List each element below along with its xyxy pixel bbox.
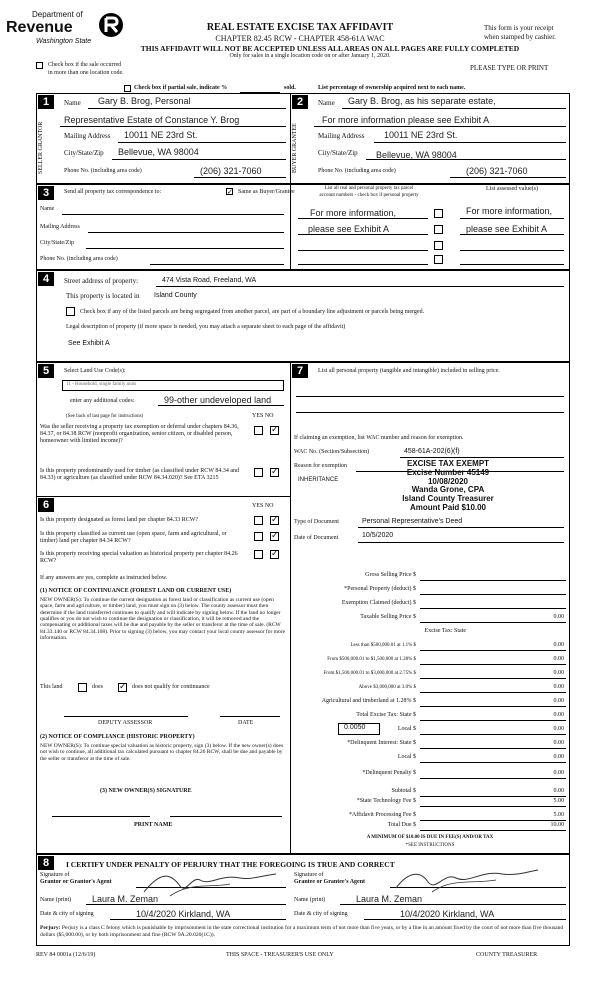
tax-row-field[interactable]: [420, 820, 566, 821]
tax-row-field[interactable]: [420, 692, 566, 693]
seller-phone-rule: [194, 177, 286, 178]
reason-label: Reason for exemption: [294, 463, 347, 469]
tax-row-field[interactable]: [420, 622, 566, 623]
personal-property-label: List all personal property (tangible and intangible) included in selling price.: [318, 368, 500, 374]
tax-row-field[interactable]: [420, 608, 566, 609]
buyer-side-label: BUYER GRANTEE: [292, 123, 298, 173]
street-value[interactable]: 474 Vista Road, Freeland, WA: [162, 277, 257, 284]
tax-row-label: Local $: [397, 726, 416, 732]
print-name-label: PRINT NAME: [134, 822, 173, 828]
street-label: Street address of property:: [64, 277, 139, 285]
s5-q2-no[interactable]: ✓: [271, 467, 279, 477]
tax-row-label: From $1,500,000.01 to $3,000,000 at 2.75% $: [323, 671, 416, 676]
tax-row-label: Above $3,000,000 at 3.0% $: [358, 685, 416, 690]
seller-mailing-rule: [118, 142, 286, 143]
this-land-label: This land: [40, 684, 63, 690]
s6-q3-no[interactable]: ✓: [271, 549, 279, 559]
seller-city[interactable]: Bellevue, WA 98004: [118, 147, 199, 157]
s5-q2-yes[interactable]: [254, 468, 263, 477]
tax-row-field[interactable]: [420, 706, 566, 707]
doc-type-label: Type of Document: [294, 519, 339, 525]
grantee-sig-label-1: Signature of: [294, 872, 324, 878]
perjury-text: Perjury is a class C felony which is punishable by imprisonment in the state correctional institution for a maximum term of not more than five years, or by a fine in an amount fixed by the court of not more than five thousand dollars ($5,000.00), or by both imprisonment and fine (RCW 9A.20.020(1C)).: [40, 925, 564, 939]
s5-yes-no: YES NO: [252, 413, 274, 419]
parcel-line-4: [298, 264, 428, 265]
section-5-number: 5: [38, 364, 54, 378]
buyer-name-label: Name: [318, 99, 335, 107]
tax-row-value: 0.00: [553, 740, 564, 746]
grantee-name[interactable]: Laura M. Zeman: [356, 894, 423, 904]
minimum-note: A MINIMUM OF $10.00 IS DUE IN FEE(S) AND/OR TAX: [366, 835, 494, 840]
grantee-date-label: Date & city of signing: [294, 911, 348, 917]
s6-q1-no[interactable]: ✓: [271, 515, 279, 525]
divider: [290, 184, 291, 270]
seller-side-label: SELLER GRANTOR: [38, 121, 44, 175]
s5-q1-no[interactable]: ✓: [271, 425, 279, 435]
receipt-note-2: when stamped by cashier.: [484, 33, 556, 41]
assessed-line-1: [460, 218, 564, 219]
parcel-header-1: List all real and personal property tax parcel: [324, 186, 414, 191]
doc-date-value[interactable]: 10/5/2020: [362, 532, 394, 539]
buyer-mailing[interactable]: 10011 NE 23rd St.: [384, 130, 458, 140]
buyer-city-rule: [366, 159, 566, 160]
tax-row-label: Local $: [397, 754, 416, 760]
seller-name-line2[interactable]: Representative Estate of Constance Y. Brog: [64, 115, 240, 125]
tax-row-field[interactable]: [420, 734, 566, 735]
tax-row-label: Gross Selling Price $: [365, 572, 416, 578]
tax-row-field[interactable]: [420, 830, 566, 831]
sales-note: Only for sales in a single location code on or after January 1, 2020.: [229, 53, 391, 59]
tax-row-field[interactable]: [420, 748, 566, 749]
s6-q2-yes[interactable]: [254, 532, 263, 541]
parcel-header-2: account numbers - check box if personal property: [319, 193, 419, 198]
divider: [290, 93, 291, 184]
tax-row-value: 0.00: [553, 788, 564, 794]
tax-row-label: Excise Tax: State: [424, 628, 466, 634]
tax-row-label: Total Excise Tax: State $: [356, 712, 416, 718]
buyer-name-line2-rule: [314, 126, 566, 127]
additional-codes-label: enter any additional codes:: [70, 398, 135, 404]
tax-row-value: 5.00: [553, 798, 564, 804]
doc-date-rule: [358, 542, 564, 543]
tax-row-value: 0.00: [553, 684, 564, 690]
section-8-number: 8: [38, 856, 54, 870]
local-rate-value: 0.0050: [344, 724, 366, 731]
agency-top: Department of: [32, 10, 83, 19]
tax-row-field[interactable]: [420, 678, 566, 679]
treasurer-stamp: [388, 460, 508, 513]
perjury-label: Perjury:: [40, 925, 61, 931]
partial-sale-checkbox[interactable]: [124, 85, 131, 92]
receipt-note-1: This form is your receipt: [484, 24, 554, 32]
tax-row-field[interactable]: [420, 796, 566, 797]
see-back: (See back of last page for instructions): [66, 414, 144, 419]
parcel-2[interactable]: please see Exhibit A: [308, 224, 390, 234]
segregate-label: Check box if any of the listed parcels are being segregated from another parcel, are part of a boundary line adjustment or parcels being merged.: [80, 309, 425, 315]
stamp-line-3: 10/08/2020: [427, 476, 469, 486]
land-use-label: Select Land Use Code(s):: [64, 368, 126, 374]
buyer-city[interactable]: Bellevue, WA 98004: [376, 150, 457, 160]
tax-row-value: 0.00: [553, 712, 564, 718]
seller-phone[interactable]: (206) 321-7060: [200, 166, 262, 176]
wac-value[interactable]: 458-61A-202(6)(f): [404, 448, 460, 455]
stamp-line-2: Excise Number 45149: [406, 467, 490, 477]
does-checkbox[interactable]: [78, 683, 87, 692]
seller-city-rule: [112, 159, 286, 160]
divider: [290, 362, 291, 854]
grantee-date[interactable]: 10/4/2020 Kirkland, WA: [400, 909, 495, 919]
same-as-buyer-label: Same as Buyer/Grantee: [238, 189, 295, 195]
does-label: does: [92, 684, 103, 690]
buyer-name-line2[interactable]: For more information please see Exhibit A: [322, 115, 490, 125]
new-owner-sig-label: (3) NEW OWNER(S) SIGNATURE: [100, 788, 192, 794]
s6-q2-no[interactable]: ✓: [271, 531, 279, 541]
tax-row-field[interactable]: [420, 650, 566, 651]
tax-row-label: Subtotal $: [391, 788, 416, 794]
tax-row-label: From $500,000.01 to $1,500,000 at 1.28% $: [327, 657, 416, 662]
send-correspondence-label: Send all property tax correspondence to:: [64, 189, 162, 195]
legal-label: Legal description of property (if more space is needed, you may attach a separate sheet to each page of the affidavit): [66, 324, 346, 330]
ownership-pct-label: List percentage of ownership acquired next to each name.: [318, 85, 466, 91]
multi-location-checkbox[interactable]: [36, 62, 43, 69]
grantor-date-rule: [110, 919, 286, 920]
notice2-title: (2) NOTICE OF COMPLIANCE (HISTORIC PROPERTY): [40, 734, 195, 740]
agency-name: Revenue: [6, 19, 73, 36]
grantor-date-label: Date & city of signing: [40, 911, 94, 917]
seller-mailing[interactable]: 10011 NE 23rd St.: [124, 130, 198, 140]
grantor-date[interactable]: 10/4/2020 Kirkland, WA: [136, 909, 231, 919]
tax-row-label: *Delinquent Interest: State $: [347, 740, 416, 746]
seller-mailing-label: Mailing Address: [64, 132, 111, 140]
s6-yes-no: YES NO: [252, 503, 274, 509]
same-as-buyer-checkbox[interactable]: ✓: [227, 188, 233, 196]
notice1-body: NEW OWNER(S): To continue the current designation as forest land or classification as current use (open space, farm and agriculture, or timber) land, you must sign on (3) below. The county assessor must then determine if the land transferred continues to qualify and will indicate by signing below. If the land no longer qualifies or you do not wish to continue the designation or classification, it will be removed and the compensating or additional taxes will be due and payable by the seller or transferor at the time of sale. (RCW 84.33.140 or RCW 84.34.108). Prior to signing (3) below, you may contact your local county assessor for more information.: [40, 597, 286, 641]
tax-row-field[interactable]: [420, 806, 566, 807]
reason-value[interactable]: INHERITANCE: [298, 477, 339, 483]
notice1-title: (1) NOTICE OF CONTINUANCE (FOREST LAND OR CURRENT USE): [40, 588, 232, 594]
located-label: This property is located in: [66, 292, 140, 300]
parcel-1[interactable]: For more information,: [310, 208, 397, 218]
s3-mailing-field[interactable]: [88, 232, 284, 233]
see-instructions: *SEE INSTRUCTIONS: [405, 843, 455, 848]
form-title: REAL ESTATE EXCISE TAX AFFIDAVIT: [206, 22, 394, 33]
stamp-line-1: EXCISE TAX EXEMPT: [406, 459, 490, 468]
doc-type-rule: [358, 527, 564, 528]
tax-row-value: 0.00: [553, 642, 564, 648]
section-3-number: 3: [38, 186, 54, 200]
partial-sale-label: Check box if partial sale, indicate %: [134, 85, 228, 91]
deputy-assessor-label: DEPUTY ASSESSOR: [98, 720, 153, 726]
stamp-line-6: Amount Paid $10.00: [409, 502, 487, 512]
seller-phone-label: Phone No. (including area code): [64, 168, 142, 174]
tax-row-label: Total Due $: [387, 822, 416, 828]
section-7-number: 7: [292, 364, 308, 378]
tax-row-field[interactable]: [420, 720, 566, 721]
exemption-claim-label: If claiming an exemption, list WAC number and reason for exemption.: [294, 435, 464, 441]
parcel-4-personal-checkbox[interactable]: [434, 255, 443, 264]
assessed-line-3: [460, 250, 564, 251]
parcel-2-personal-checkbox[interactable]: [434, 225, 443, 234]
form-warning: THIS AFFIDAVIT WILL NOT BE ACCEPTED UNLESS ALL AREAS ON ALL PAGES ARE FULLY COMPLETED: [140, 44, 520, 53]
notice2-body: NEW OWNER(S): To continue special valuation as historic property, sign (3) below. If the new owner(s) does not wish to continue, all additional tax calculated pursuant to chapter 84.26 RCW, shall be due and payable by the seller or transferor at the time of sale.: [40, 743, 284, 762]
does-not-checkbox[interactable]: ✓: [119, 682, 127, 692]
print-note: PLEASE TYPE OR PRINT: [470, 64, 549, 72]
grantee-sig-label-2: Grantee or Grantee's Agent: [294, 879, 366, 885]
assessed-header: List assessed value(s): [486, 186, 538, 192]
personal-property-line-2[interactable]: [296, 412, 564, 413]
divider: [36, 496, 290, 497]
tax-row-label: Less than $500,000.01 at 1.1% $: [350, 643, 416, 648]
s6-q3: Is this property receiving special valuation as historical property per chapter 84.26 RCW?: [40, 551, 238, 565]
grantor-name-label: Name (print): [40, 897, 72, 903]
section-6-number: 6: [38, 498, 54, 512]
assessor-date-label: DATE: [238, 720, 254, 726]
s6-q2: Is this property classified as current use (open space, farm and agricultural, or timber) land per chapter 84.34 RCW?: [40, 531, 227, 545]
s3-name-field[interactable]: [62, 214, 284, 215]
assessed-line-2: [460, 234, 564, 235]
s3-city-label: City/State/Zip: [40, 240, 74, 246]
tax-row-value: 0.00: [553, 754, 564, 760]
multi-location-label-2: in more than one location code.: [48, 70, 124, 76]
grantor-name-rule: [86, 904, 286, 905]
tax-row-value: 0.00: [553, 670, 564, 676]
stamp-line-4: Wanda Grone, CPA: [411, 485, 485, 495]
treasurer-space: THIS SPACE - TREASURER'S USE ONLY: [226, 952, 334, 958]
buyer-mailing-rule: [374, 142, 566, 143]
seller-name[interactable]: Gary B. Brog, Personal: [98, 96, 191, 106]
agency-state: Washington State: [36, 38, 92, 45]
tax-row-value: 0.00: [553, 698, 564, 704]
tax-row-label: Exemption Claimed (deduct) $: [341, 600, 416, 606]
assessed-line-4: [460, 264, 564, 265]
s3-mailing-label: Mailing Address: [40, 224, 80, 230]
sold-label: sold.: [284, 85, 296, 91]
legal-value[interactable]: See Exhibit A: [68, 340, 110, 347]
grantee-name-label: Name (print): [294, 897, 326, 903]
doc-type-value[interactable]: Personal Representative's Deed: [362, 518, 463, 525]
tax-row-value: 5.00: [553, 812, 564, 818]
parcel-1-personal-checkbox[interactable]: [434, 209, 443, 218]
wac-label: WAC No. (Section/Subsection): [294, 449, 370, 455]
does-not-label: does not qualify for continuance: [132, 684, 210, 690]
multi-location-label: Check box if the sale occurred: [48, 62, 122, 68]
tax-row-value: 0.00: [553, 656, 564, 662]
deputy-assessor-field[interactable]: [64, 716, 188, 717]
s3-phone-label: Phone No. (including area code): [40, 256, 118, 262]
grantor-signature-icon: [140, 868, 280, 898]
parcel-line-1: [298, 218, 428, 219]
tax-row-label: *State Technology Fee $: [356, 798, 416, 804]
any-yes-label: If any answers are yes, complete as instructed below.: [40, 575, 168, 581]
tax-row-value: 0.00: [553, 726, 564, 732]
tax-row-value: 0.00: [553, 614, 564, 620]
s6-q1: Is this property designated as forest land per chapter 84.33 RCW?: [40, 517, 199, 523]
s3-city-field[interactable]: [86, 248, 284, 249]
tax-row-value: 10.00: [550, 822, 564, 828]
grantee-signature-icon: [392, 866, 542, 896]
buyer-phone-label: Phone No. (including area code): [318, 168, 396, 174]
tax-row-field[interactable]: [420, 762, 566, 763]
tax-row-value: 0.00: [553, 770, 564, 776]
s3-name-label: Name: [40, 206, 55, 212]
buyer-phone-rule: [450, 177, 566, 178]
doc-date-label: Date of Document: [294, 535, 339, 541]
form-number: REV 84 0001a (12/6/19): [36, 952, 96, 958]
tax-row-label: *Personal Property (deduct) $: [344, 586, 416, 592]
buyer-name-line: [342, 108, 566, 109]
section-1-number: 1: [38, 95, 54, 109]
s6-q3-yes[interactable]: [254, 550, 263, 559]
seller-name-label: Name: [64, 99, 81, 107]
wac-rule: [400, 457, 564, 458]
s5-q1: Was the seller receiving a property tax exemption or deferral under chapters 84.36, 84.37, or 84.38 RCW (nonprofit organization, senior citizen, or disabled person, homeowner with limited income)?: [40, 424, 239, 445]
perjury-notice: [40, 925, 566, 940]
street-rule: [156, 286, 564, 287]
s6-q1-yes[interactable]: [254, 516, 263, 525]
s5-q1-yes[interactable]: [254, 426, 263, 435]
tax-row-field[interactable]: [420, 664, 566, 665]
buyer-city-label: City/State/Zip: [318, 149, 358, 157]
stamp-line-5: Island County Treasurer: [402, 494, 494, 504]
seller-name-line: [88, 108, 286, 109]
buyer-phone[interactable]: (206) 321-7060: [466, 166, 528, 176]
grantor-name[interactable]: Laura M. Zeman: [92, 894, 159, 904]
grantor-sig-label-2: Grantor or Grantor's Agent: [40, 879, 112, 885]
tax-row-label: Taxable Selling Price $: [360, 614, 416, 620]
additional-codes-rule: [158, 405, 284, 406]
segregate-checkbox[interactable]: [66, 307, 75, 316]
grantor-sig-label-1: Signature of: [40, 872, 70, 878]
grantee-date-rule: [364, 919, 566, 920]
buyer-mailing-label: Mailing Address: [318, 132, 365, 140]
tax-row-field[interactable]: [420, 778, 566, 779]
s5-q2: Is this property predominantly used for timber (as classified under RCW 84.34 and 84.33) or agriculture (as classified under RCW 84.34.020)? See ETA 3215: [40, 468, 240, 482]
seller-name-line2-rule: [60, 126, 286, 127]
land-use-value: 11 - Household, single family units: [66, 382, 137, 387]
seller-city-label: City/State/Zip: [64, 149, 104, 157]
revenue-logo-icon: [98, 12, 124, 38]
assessed-2[interactable]: please see Exhibit A: [466, 224, 548, 234]
parcel-line-3: [298, 250, 428, 251]
section-4-number: 4: [38, 272, 54, 286]
certify-label: I CERTIFY UNDER PENALTY OF PERJURY THAT THE FOREGOING IS TRUE AND CORRECT: [66, 860, 395, 869]
new-owner-sig-field[interactable]: [52, 816, 150, 817]
grantee-name-rule: [340, 904, 566, 905]
personal-property-line-1[interactable]: [296, 396, 564, 397]
additional-codes-value[interactable]: 99-other undeveloped land: [164, 395, 272, 405]
tax-row-label: Agricultural and timberland at 1.28% $: [321, 698, 416, 704]
buyer-name[interactable]: Gary B. Brog, as his separate estate,: [348, 96, 496, 106]
s3-phone-field[interactable]: [150, 264, 284, 265]
form-subtitle: CHAPTER 82.45 RCW - CHAPTER 458-61A WAC: [215, 34, 385, 43]
parcel-line-2: [298, 234, 428, 235]
tax-row-label: *Delinquent Penalty $: [362, 770, 416, 776]
assessed-1[interactable]: For more information,: [466, 206, 553, 216]
tax-row-field[interactable]: [420, 580, 566, 581]
tax-table: [294, 572, 566, 842]
county-value[interactable]: Island County: [154, 292, 197, 299]
tax-row-field[interactable]: [420, 594, 566, 595]
county-treasurer: COUNTY TREASURER: [476, 952, 538, 958]
parcel-3-personal-checkbox[interactable]: [434, 241, 443, 250]
section-2-number: 2: [292, 95, 308, 109]
tax-row-label: *Affidavit Processing Fee $: [348, 812, 416, 818]
